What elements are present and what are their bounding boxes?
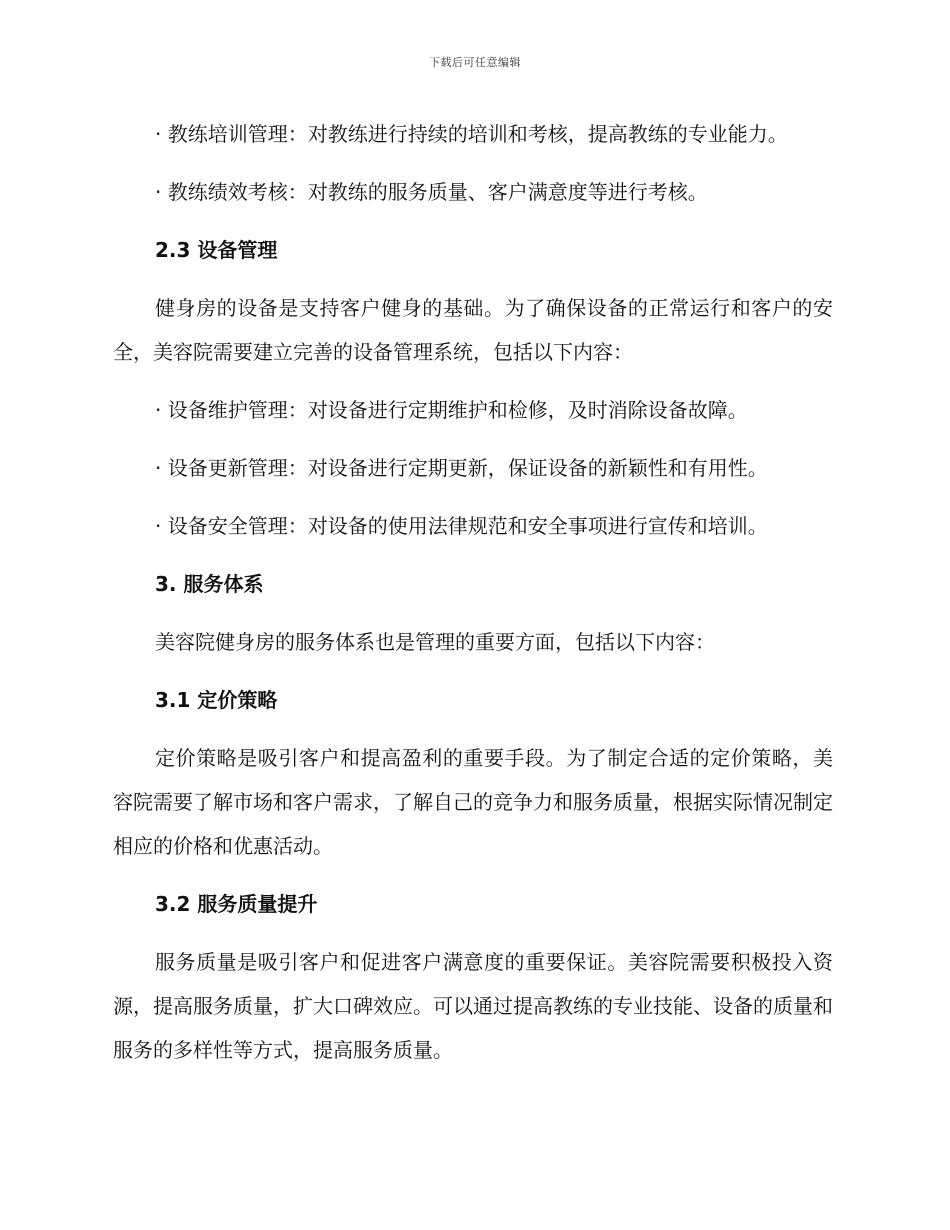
body-paragraph: 美容院健身房的服务体系也是管理的重要方面，包括以下内容：	[155, 630, 715, 654]
body-paragraph: 健身房的设备是支持客户健身的基础。为了确保设备的正常运行和客户的安全，美容院需要建立完善的设备管理系统，包括以下内容：	[113, 296, 833, 364]
section-heading: 3.2 服务质量提升	[155, 892, 318, 916]
bullet-item: · 教练培训管理：对教练进行持续的培训和考核，提高教练的专业能力。	[155, 122, 788, 146]
document-body	[113, 112, 833, 1086]
section-heading: 2.3 设备管理	[155, 238, 278, 262]
body-paragraph: 服务质量是吸引客户和促进客户满意度的重要保证。美容院需要积极投入资源，提高服务质量，扩大口碑效应。可以通过提高教练的专业技能、设备的质量和服务的多样性等方式，提高服务质量。	[113, 950, 833, 1062]
bullet-item: · 教练绩效考核：对教练的服务质量、客户满意度等进行考核。	[155, 180, 708, 204]
bullet-item: · 设备更新管理：对设备进行定期更新，保证设备的新颖性和有用性。	[155, 456, 768, 480]
bullet-item: · 设备维护管理：对设备进行定期维护和检修，及时消除设备故障。	[155, 398, 748, 422]
section-heading: 3. 服务体系	[155, 572, 264, 596]
section-heading: 3.1 定价策略	[155, 688, 278, 712]
page-header: 下载后可任意编辑	[429, 56, 521, 69]
bullet-item: · 设备安全管理：对设备的使用法律规范和安全事项进行宣传和培训。	[155, 514, 768, 538]
body-paragraph: 定价策略是吸引客户和提高盈利的重要手段。为了制定合适的定价策略，美容院需要了解市场和客户需求，了解自己的竞争力和服务质量，根据实际情况制定相应的价格和优惠活动。	[113, 746, 833, 858]
